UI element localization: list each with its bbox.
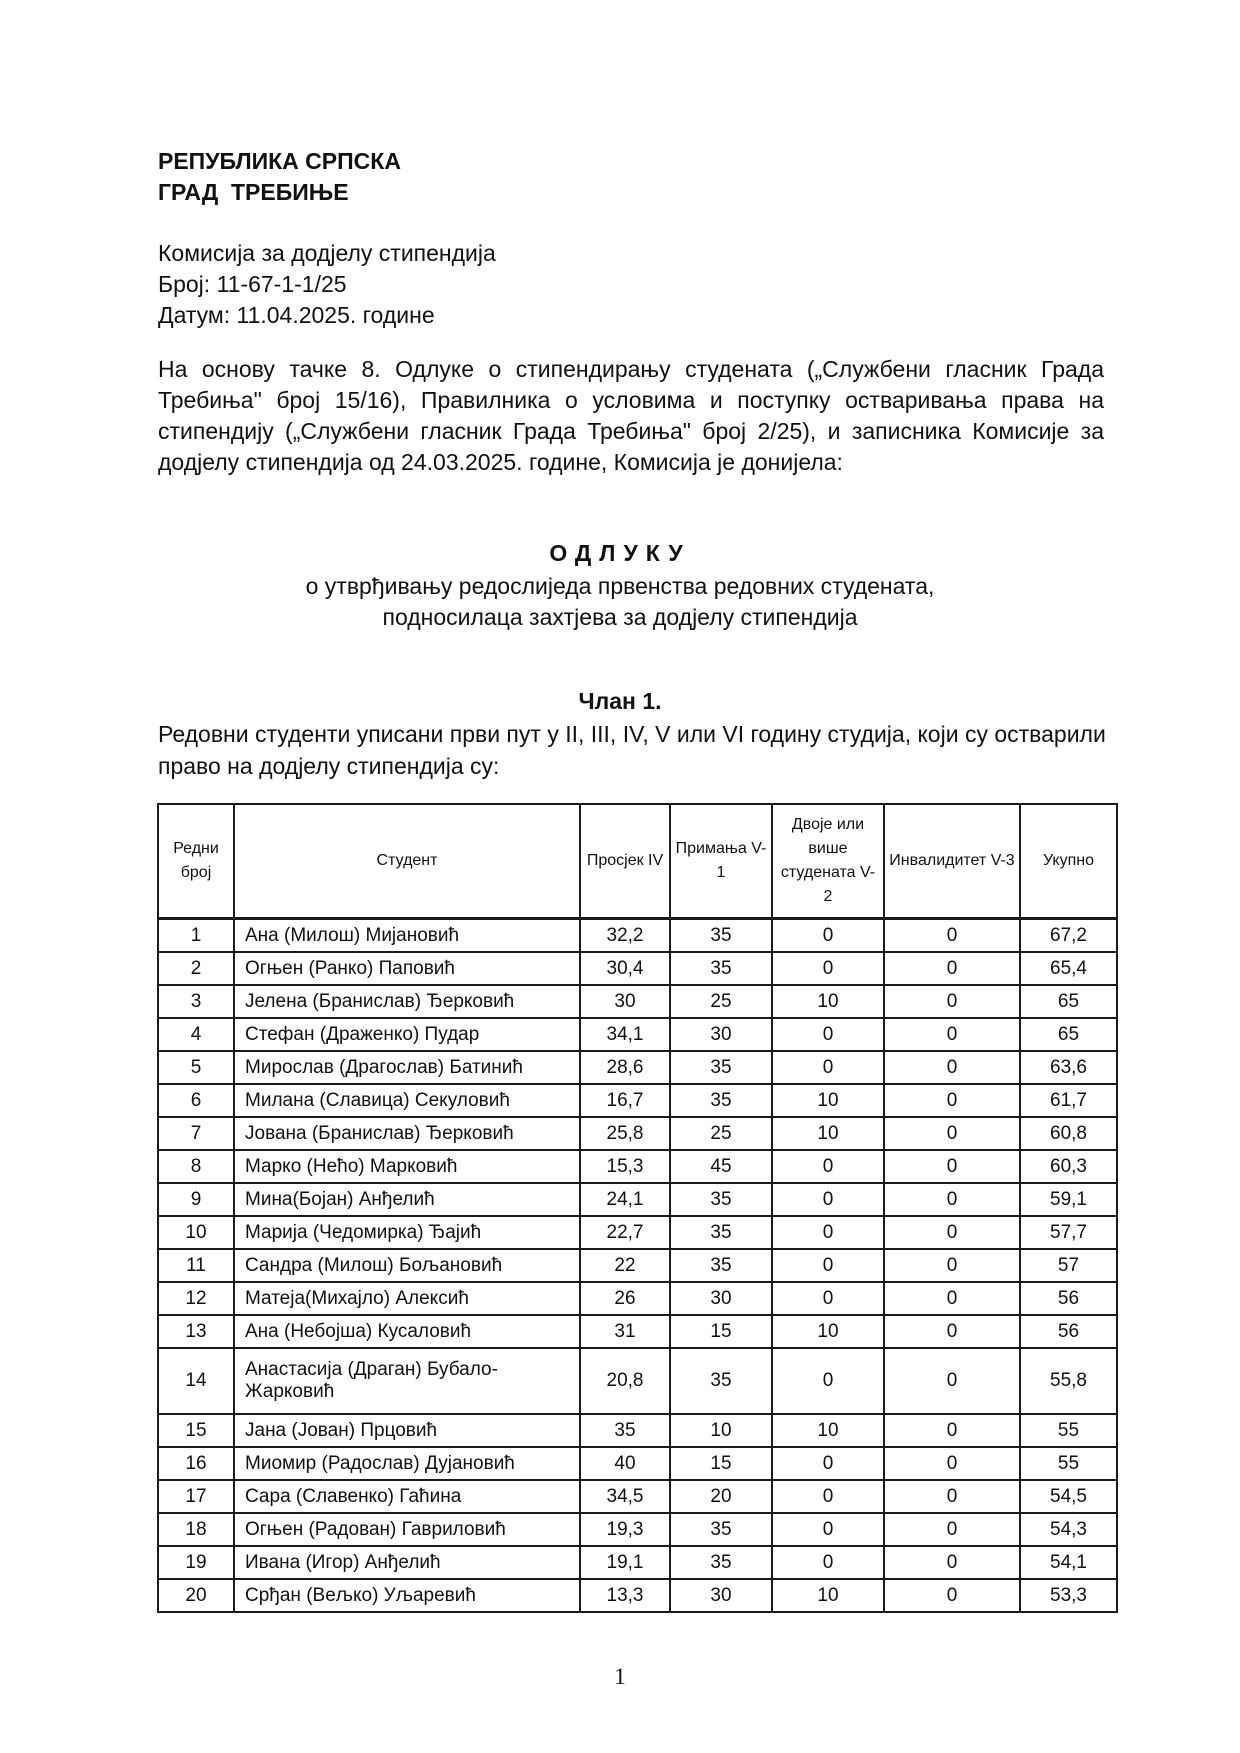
- cell-name: Сандра (Милош) Бољановић: [234, 1249, 580, 1282]
- cell-income: 35: [670, 952, 772, 985]
- cell-income: 30: [670, 1579, 772, 1612]
- cell-name: Марко (Нећо) Марковић: [234, 1150, 580, 1183]
- header-student: Студент: [234, 804, 580, 919]
- cell-no: 2: [158, 952, 234, 985]
- cell-name: Миомир (Радослав) Дујановић: [234, 1447, 580, 1480]
- cell-siblings: 0: [772, 919, 884, 953]
- cell-disability: 0: [884, 1282, 1020, 1315]
- cell-total: 60,8: [1020, 1117, 1117, 1150]
- cell-name: Милана (Славица) Секуловић: [234, 1084, 580, 1117]
- cell-siblings: 0: [772, 1249, 884, 1282]
- decision-title: ОДЛУКУ: [549, 540, 691, 566]
- cell-average: 34,1: [580, 1018, 670, 1051]
- cell-disability: 0: [884, 1249, 1020, 1282]
- cell-name: Јелена (Бранислав) Ђерковић: [234, 985, 580, 1018]
- cell-disability: 0: [884, 1579, 1020, 1612]
- cell-name: Ивана (Игор) Анђелић: [234, 1546, 580, 1579]
- table-row: [158, 919, 1117, 953]
- document-date: Датум: 11.04.2025. године: [158, 302, 435, 328]
- cell-name: Матеја(Михајло) Алексић: [234, 1282, 580, 1315]
- table-header-row: [158, 804, 1117, 919]
- cell-total: 60,3: [1020, 1150, 1117, 1183]
- cell-name: Ана (Милош) Мијановић: [234, 919, 580, 953]
- cell-name: Огњен (Радован) Гавриловић: [234, 1513, 580, 1546]
- cell-average: 19,1: [580, 1546, 670, 1579]
- students-table: [157, 803, 1118, 1613]
- cell-income: 35: [670, 1249, 772, 1282]
- cell-income: 15: [670, 1447, 772, 1480]
- cell-no: 11: [158, 1249, 234, 1282]
- decision-subtitle-line-1: о утврђивању редослиједа првенства редовних студената,: [305, 573, 935, 599]
- cell-average: 16,7: [580, 1084, 670, 1117]
- table-row: [158, 1051, 1117, 1084]
- cell-total: 61,7: [1020, 1084, 1117, 1117]
- table-row: [158, 1579, 1117, 1612]
- cell-average: 30: [580, 985, 670, 1018]
- cell-disability: 0: [884, 1216, 1020, 1249]
- cell-average: 26: [580, 1282, 670, 1315]
- cell-total: 67,2: [1020, 919, 1117, 953]
- cell-siblings: 10: [772, 985, 884, 1018]
- header-no: Редни број: [158, 804, 234, 919]
- document-number: Број: 11-67-1-1/25: [158, 271, 347, 297]
- cell-siblings: 0: [772, 952, 884, 985]
- cell-income: 35: [670, 1051, 772, 1084]
- table-row: [158, 1480, 1117, 1513]
- cell-name: Сара (Славенко) Гаћина: [234, 1480, 580, 1513]
- cell-siblings: 10: [772, 1414, 884, 1447]
- cell-name: Огњен (Ранко) Паповић: [234, 952, 580, 985]
- cell-siblings: 0: [772, 1216, 884, 1249]
- cell-siblings: 0: [772, 1282, 884, 1315]
- cell-siblings: 10: [772, 1315, 884, 1348]
- cell-average: 35: [580, 1414, 670, 1447]
- cell-no: 8: [158, 1150, 234, 1183]
- decision-subtitle: [0, 571, 1240, 633]
- cell-income: 20: [670, 1480, 772, 1513]
- cell-name: Ана (Небојша) Кусаловић: [234, 1315, 580, 1348]
- cell-disability: 0: [884, 1183, 1020, 1216]
- cell-no: 19: [158, 1546, 234, 1579]
- cell-no: 1: [158, 919, 234, 953]
- cell-no: 15: [158, 1414, 234, 1447]
- cell-disability: 0: [884, 1447, 1020, 1480]
- cell-siblings: 0: [772, 1348, 884, 1414]
- cell-no: 5: [158, 1051, 234, 1084]
- cell-income: 30: [670, 1282, 772, 1315]
- table-row: [158, 1546, 1117, 1579]
- cell-siblings: 10: [772, 1579, 884, 1612]
- cell-average: 28,6: [580, 1051, 670, 1084]
- cell-disability: 0: [884, 1084, 1020, 1117]
- cell-disability: 0: [884, 985, 1020, 1018]
- cell-no: 6: [158, 1084, 234, 1117]
- cell-disability: 0: [884, 1414, 1020, 1447]
- cell-name: Мина(Бојан) Анђелић: [234, 1183, 580, 1216]
- cell-siblings: 10: [772, 1084, 884, 1117]
- cell-average: 31: [580, 1315, 670, 1348]
- cell-income: 30: [670, 1018, 772, 1051]
- cell-average: 40: [580, 1447, 670, 1480]
- cell-siblings: 0: [772, 1513, 884, 1546]
- cell-no: 20: [158, 1579, 234, 1612]
- cell-no: 9: [158, 1183, 234, 1216]
- cell-income: 10: [670, 1414, 772, 1447]
- cell-average: 25,8: [580, 1117, 670, 1150]
- table-row: [158, 1315, 1117, 1348]
- cell-average: 19,3: [580, 1513, 670, 1546]
- cell-income: 35: [670, 1348, 772, 1414]
- cell-total: 65,4: [1020, 952, 1117, 985]
- table-row: [158, 1216, 1117, 1249]
- cell-siblings: 0: [772, 1051, 884, 1084]
- table-row: [158, 1414, 1117, 1447]
- cell-total: 55: [1020, 1447, 1117, 1480]
- cell-name: Срђан (Вељко) Уљаревић: [234, 1579, 580, 1612]
- intro-paragraph: На основу тачке 8. Одлуке о стипендирању студената („Службени гласник Града Требиња" број 15/16), Правилника о условима и поступку остваривања права на стипендију („Службени гласник Града Требиња" број 2/25), и записника Комисије за додјелу стипендија од 24.03.2025. године, Комисија је донијела:: [158, 356, 1104, 475]
- cell-disability: 0: [884, 1480, 1020, 1513]
- cell-average: 34,5: [580, 1480, 670, 1513]
- cell-average: 20,8: [580, 1348, 670, 1414]
- article-title: Члан 1.: [578, 688, 662, 714]
- table-row: [158, 1282, 1117, 1315]
- cell-average: 30,4: [580, 952, 670, 985]
- cell-no: 7: [158, 1117, 234, 1150]
- table-row: [158, 1447, 1117, 1480]
- cell-total: 54,5: [1020, 1480, 1117, 1513]
- table-row: [158, 1348, 1117, 1414]
- cell-average: 24,1: [580, 1183, 670, 1216]
- header-average: Просјек IV: [580, 804, 670, 919]
- table-row: [158, 952, 1117, 985]
- cell-income: 45: [670, 1150, 772, 1183]
- cell-total: 56: [1020, 1282, 1117, 1315]
- header-siblings: Двоје или више студената V-2: [772, 804, 884, 919]
- header-disability: Инвалидитет V-3: [884, 804, 1020, 919]
- table-body: [158, 919, 1117, 1613]
- cell-total: 54,1: [1020, 1546, 1117, 1579]
- cell-income: 35: [670, 1183, 772, 1216]
- cell-disability: 0: [884, 1546, 1020, 1579]
- issuer-city: ГРАД ТРЕБИЊЕ: [158, 179, 349, 205]
- issuer-republic: РЕПУБЛИКА СРПСКА: [158, 148, 401, 174]
- cell-total: 54,3: [1020, 1513, 1117, 1546]
- cell-disability: 0: [884, 1117, 1020, 1150]
- cell-siblings: 0: [772, 1018, 884, 1051]
- cell-no: 16: [158, 1447, 234, 1480]
- table-row: [158, 985, 1117, 1018]
- table-row: [158, 1513, 1117, 1546]
- cell-name: Мирослав (Драгослав) Батинић: [234, 1051, 580, 1084]
- cell-no: 10: [158, 1216, 234, 1249]
- cell-average: 22: [580, 1249, 670, 1282]
- cell-total: 55,8: [1020, 1348, 1117, 1414]
- article-text: Редовни студенти уписани први пут у II, III, IV, V или VI годину студија, који су остварили право на додјелу стипендија су:: [158, 721, 1106, 779]
- cell-name: Марија (Чедомирка) Ђајић: [234, 1216, 580, 1249]
- cell-income: 25: [670, 1117, 772, 1150]
- document-meta: [158, 238, 496, 331]
- header-total: Укупно: [1020, 804, 1117, 919]
- commission-name: Комисија за додјелу стипендија: [158, 240, 496, 266]
- cell-disability: 0: [884, 1348, 1020, 1414]
- cell-no: 17: [158, 1480, 234, 1513]
- cell-disability: 0: [884, 1513, 1020, 1546]
- table-row: [158, 1084, 1117, 1117]
- cell-no: 14: [158, 1348, 234, 1414]
- cell-no: 13: [158, 1315, 234, 1348]
- cell-total: 65: [1020, 1018, 1117, 1051]
- cell-disability: 0: [884, 919, 1020, 953]
- cell-income: 35: [670, 919, 772, 953]
- cell-total: 59,1: [1020, 1183, 1117, 1216]
- cell-total: 57,7: [1020, 1216, 1117, 1249]
- cell-average: 13,3: [580, 1579, 670, 1612]
- cell-disability: 0: [884, 1315, 1020, 1348]
- cell-average: 32,2: [580, 919, 670, 953]
- cell-total: 56: [1020, 1315, 1117, 1348]
- page-number: 1: [614, 1664, 626, 1689]
- cell-income: 35: [670, 1084, 772, 1117]
- decision-subtitle-line-2: подносилаца захтјева за додјелу стипендија: [382, 604, 858, 630]
- cell-income: 35: [670, 1513, 772, 1546]
- cell-total: 57: [1020, 1249, 1117, 1282]
- cell-total: 55: [1020, 1414, 1117, 1447]
- cell-siblings: 0: [772, 1447, 884, 1480]
- cell-income: 25: [670, 985, 772, 1018]
- cell-name: Јована (Бранислав) Ђерковић: [234, 1117, 580, 1150]
- table-row: [158, 1249, 1117, 1282]
- issuer-header: [158, 146, 401, 208]
- cell-average: 22,7: [580, 1216, 670, 1249]
- cell-average: 15,3: [580, 1150, 670, 1183]
- cell-siblings: 0: [772, 1150, 884, 1183]
- table-row: [158, 1183, 1117, 1216]
- cell-disability: 0: [884, 1018, 1020, 1051]
- cell-no: 12: [158, 1282, 234, 1315]
- cell-siblings: 0: [772, 1546, 884, 1579]
- cell-disability: 0: [884, 1150, 1020, 1183]
- cell-income: 35: [670, 1216, 772, 1249]
- table-row: [158, 1150, 1117, 1183]
- cell-siblings: 10: [772, 1117, 884, 1150]
- cell-total: 53,3: [1020, 1579, 1117, 1612]
- cell-no: 3: [158, 985, 234, 1018]
- cell-disability: 0: [884, 1051, 1020, 1084]
- header-income: Примања V-1: [670, 804, 772, 919]
- cell-total: 65: [1020, 985, 1117, 1018]
- cell-total: 63,6: [1020, 1051, 1117, 1084]
- cell-siblings: 0: [772, 1480, 884, 1513]
- cell-name: Анастасија (Драган) Бубало-Жарковић: [234, 1348, 580, 1414]
- cell-disability: 0: [884, 952, 1020, 985]
- cell-income: 35: [670, 1546, 772, 1579]
- cell-name: Јана (Јован) Прцовић: [234, 1414, 580, 1447]
- table-row: [158, 1117, 1117, 1150]
- cell-no: 4: [158, 1018, 234, 1051]
- table-row: [158, 1018, 1117, 1051]
- cell-siblings: 0: [772, 1183, 884, 1216]
- cell-income: 15: [670, 1315, 772, 1348]
- cell-no: 18: [158, 1513, 234, 1546]
- cell-name: Стефан (Драженко) Пудар: [234, 1018, 580, 1051]
